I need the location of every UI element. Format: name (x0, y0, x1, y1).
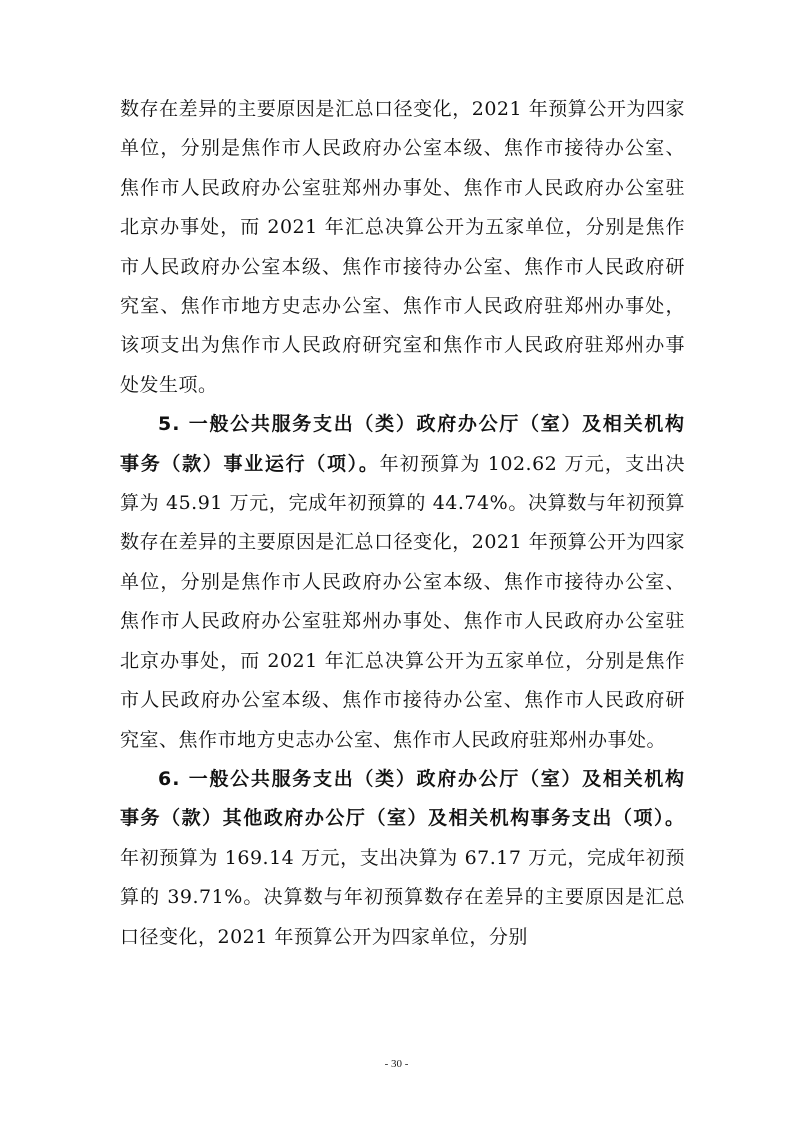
page-number: - 30 - (384, 1058, 409, 1070)
paragraph-item-6 (120, 760, 685, 957)
item-6-text: 年初预算为 169.14 万元，支出决算为 67.17 万元，完成年初预算的 39.71%。决算数与年初预算数存在差异的主要原因是汇总口径变化，2021 年预算公开为四家单位，分别 (120, 846, 685, 948)
item-5-text: 年初预算为 102.62 万元，支出决算为 45.91 万元，完成年初预算的 44.74%。决算数与年初预算数存在差异的主要原因是汇总口径变化，2021 年预算公开为四家单位，分别是焦作市人民政府办公室本级、焦作市接待办公室、焦作市人民政府办公室驻郑州办事处、焦作市人民政府办公室驻北京办事处，而 2021 年汇总决算公开为五家单位，分别是焦作市人民政府办公室本级、焦作市接待办公室、焦作市人民政府研究室、焦作市地方史志办公室、焦作市人民政府驻郑州办事处。 (120, 452, 685, 751)
item-5-heading: 5. 一般公共服务支出（类）政府办公厅（室）及相关机构事务（款）事业运行（项）。 (120, 413, 685, 475)
paragraph-item-5 (120, 405, 685, 760)
page-body (120, 90, 685, 957)
paragraph-text: 数存在差异的主要原因是汇总口径变化，2021 年预算公开为四家单位，分别是焦作市人民政府办公室本级、焦作市接待办公室、焦作市人民政府办公室驻郑州办事处、焦作市人民政府办公室驻北京办事处，而 2021 年汇总决算公开为五家单位，分别是焦作市人民政府办公室本级、焦作市接待办公室、焦作市人民政府研究室、焦作市地方史志办公室、焦作市人民政府驻郑州办事处，该项支出为焦作市人民政府研究室和焦作市人民政府驻郑州办事处发生项。 (120, 98, 685, 396)
paragraph-continued (120, 90, 685, 405)
item-6-heading: 6. 一般公共服务支出（类）政府办公厅（室）及相关机构事务（款）其他政府办公厅（室）及相关机构事务支出（项）。 (120, 767, 685, 830)
